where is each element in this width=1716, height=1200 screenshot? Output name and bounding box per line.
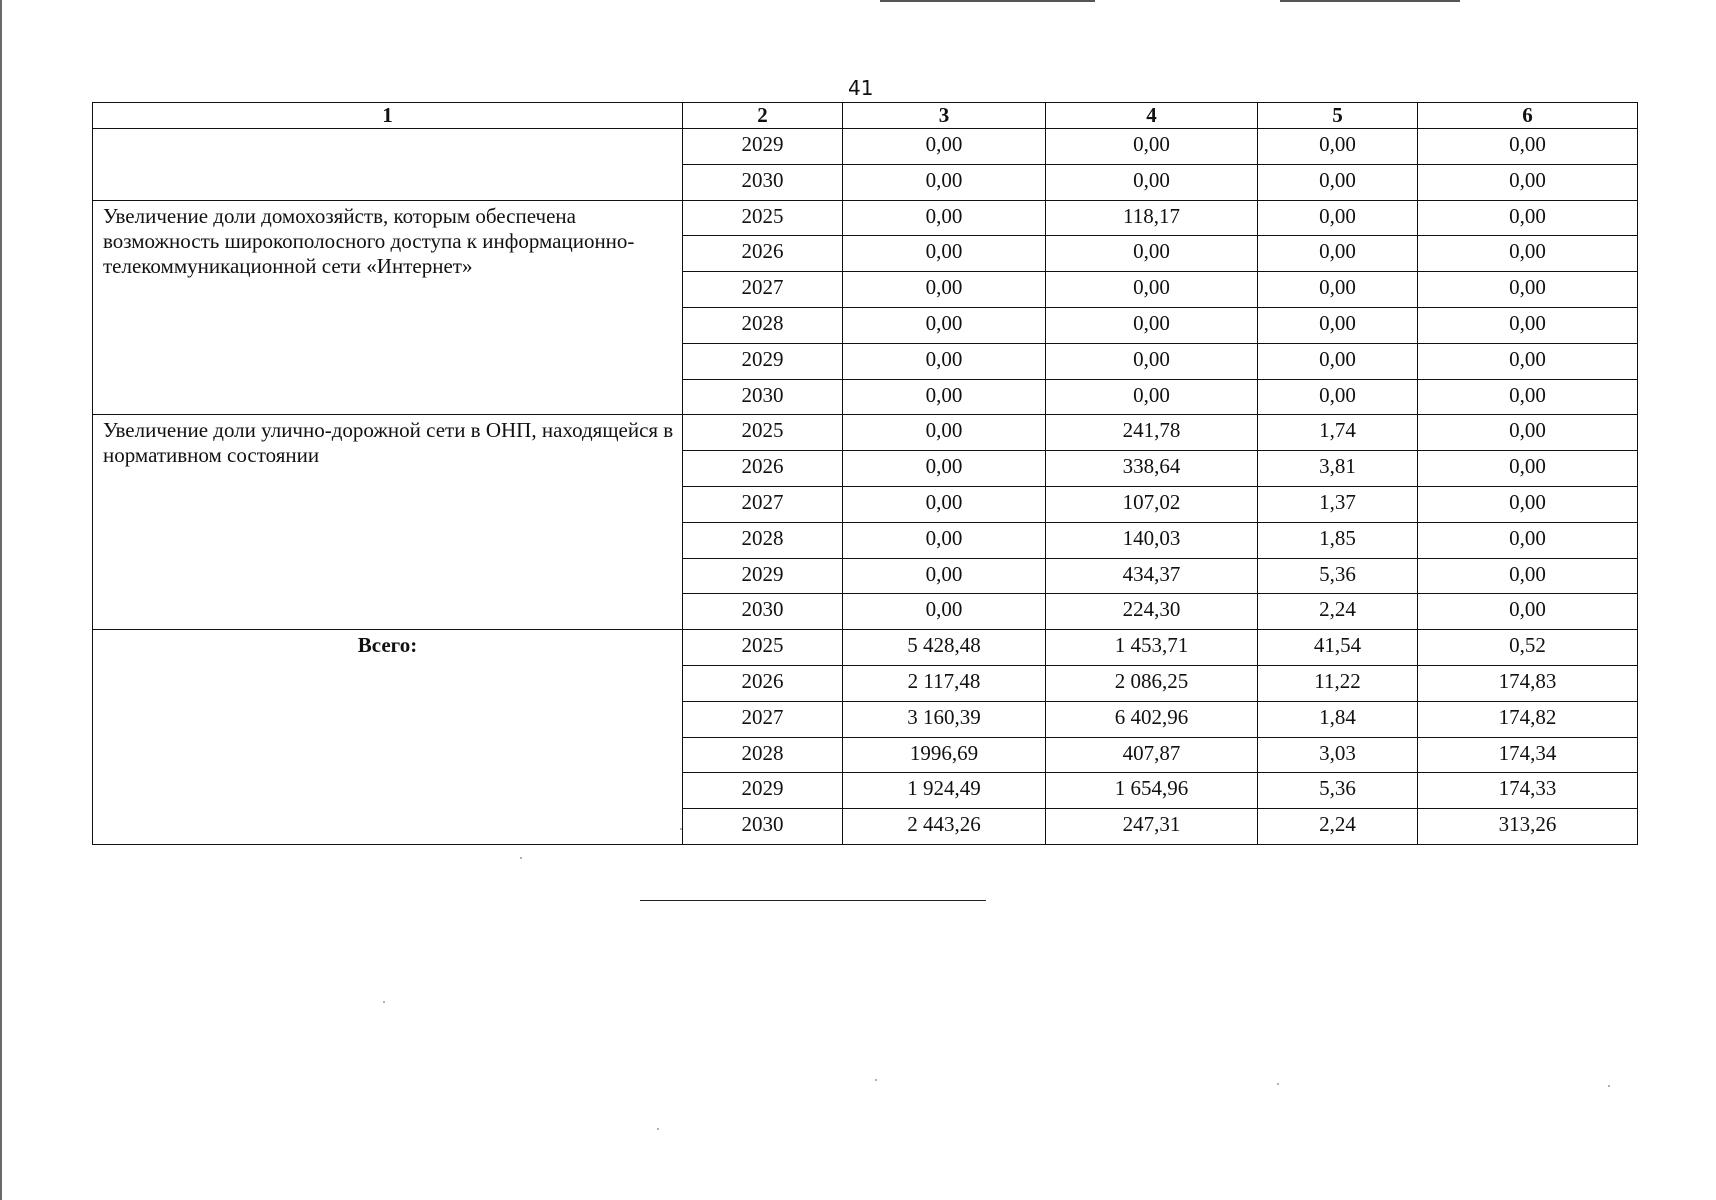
value-cell: 0,00 [1418,451,1638,487]
value-cell: 1,74 [1258,415,1418,451]
value-cell: 0,00 [1418,272,1638,308]
value-cell: 0,00 [1418,129,1638,165]
value-cell: 3,81 [1258,451,1418,487]
value-cell: 0,00 [1418,307,1638,343]
year-cell: 2029 [683,129,843,165]
column-header-2: 2 [683,103,843,129]
table-row [93,415,1638,451]
value-cell: 2,24 [1258,809,1418,845]
value-cell: 0,00 [1418,164,1638,200]
value-cell: 0,00 [1046,236,1258,272]
value-cell: 0,00 [1258,307,1418,343]
value-cell: 0,00 [1258,343,1418,379]
value-cell: 0,00 [1258,164,1418,200]
year-cell: 2026 [683,451,843,487]
scan-speck [1608,1085,1610,1087]
value-cell: 0,00 [1258,200,1418,236]
year-cell: 2029 [683,343,843,379]
header-row [93,103,1638,129]
value-cell: 313,26 [1418,809,1638,845]
scan-edge-left [0,0,2,1200]
scan-speck [1277,1083,1279,1085]
year-cell: 2026 [683,236,843,272]
year-cell: 2028 [683,522,843,558]
value-cell: 1 654,96 [1046,773,1258,809]
indicator-name: Увеличение доли улично-дорожной сети в ОНП, находящейся в нормативном состоянии [93,415,683,630]
value-cell: 2 117,48 [843,665,1046,701]
value-cell: 0,00 [843,307,1046,343]
value-cell: 0,00 [843,415,1046,451]
value-cell: 0,00 [843,594,1046,630]
year-cell: 2029 [683,558,843,594]
page-number: 41 [848,76,874,100]
value-cell: 5 428,48 [843,630,1046,666]
value-cell: 0,00 [843,200,1046,236]
value-cell: 0,00 [1418,486,1638,522]
year-cell: 2025 [683,630,843,666]
column-header-1: 1 [93,103,683,129]
value-cell: 0,00 [1418,558,1638,594]
value-cell: 0,00 [843,129,1046,165]
value-cell: 0,00 [843,343,1046,379]
value-cell: 2,24 [1258,594,1418,630]
year-cell: 2030 [683,164,843,200]
year-cell: 2030 [683,379,843,415]
value-cell: 0,00 [1046,379,1258,415]
value-cell: 0,00 [1418,594,1638,630]
scan-speck [657,1128,659,1130]
value-cell: 0,00 [1258,129,1418,165]
value-cell: 1996,69 [843,737,1046,773]
year-cell: 2028 [683,307,843,343]
value-cell: 118,17 [1046,200,1258,236]
table-row [93,129,1638,165]
value-cell: 174,33 [1418,773,1638,809]
scan-edge-top [880,0,1095,2]
value-cell: 1,37 [1258,486,1418,522]
value-cell: 1,84 [1258,701,1418,737]
value-cell: 5,36 [1258,558,1418,594]
year-cell: 2027 [683,486,843,522]
value-cell: 174,82 [1418,701,1638,737]
value-cell: 1,85 [1258,522,1418,558]
value-cell: 0,00 [1418,343,1638,379]
year-cell: 2030 [683,594,843,630]
year-cell: 2029 [683,773,843,809]
value-cell: 140,03 [1046,522,1258,558]
value-cell: 0,00 [1258,236,1418,272]
column-header-5: 5 [1258,103,1418,129]
scan-speck [520,857,522,859]
value-cell: 5,36 [1258,773,1418,809]
value-cell: 434,37 [1046,558,1258,594]
value-cell: 174,83 [1418,665,1638,701]
value-cell: 241,78 [1046,415,1258,451]
value-cell: 0,00 [843,558,1046,594]
value-cell: 0,00 [1046,164,1258,200]
scan-speck [680,828,682,830]
column-header-3: 3 [843,103,1046,129]
year-cell: 2026 [683,665,843,701]
value-cell: 224,30 [1046,594,1258,630]
end-of-document-rule [640,900,986,901]
table-row [93,630,1638,666]
value-cell: 0,00 [1046,307,1258,343]
value-cell: 0,00 [1418,522,1638,558]
value-cell: 0,00 [1418,415,1638,451]
indicator-name [93,129,683,201]
value-cell: 1 453,71 [1046,630,1258,666]
value-cell: 0,00 [1418,200,1638,236]
value-cell: 407,87 [1046,737,1258,773]
year-cell: 2025 [683,200,843,236]
value-cell: 0,00 [1258,272,1418,308]
value-cell: 2 086,25 [1046,665,1258,701]
value-cell: 107,02 [1046,486,1258,522]
value-cell: 0,00 [843,272,1046,308]
scan-speck [383,1001,385,1003]
value-cell: 0,00 [843,451,1046,487]
column-header-4: 4 [1046,103,1258,129]
value-cell: 3,03 [1258,737,1418,773]
value-cell: 41,54 [1258,630,1418,666]
value-cell: 0,00 [1046,343,1258,379]
value-cell: 174,34 [1418,737,1638,773]
data-table [92,102,1638,845]
year-cell: 2027 [683,701,843,737]
value-cell: 338,64 [1046,451,1258,487]
value-cell: 2 443,26 [843,809,1046,845]
value-cell: 0,00 [843,522,1046,558]
indicator-name: Увеличение доли домохозяйств, которым обеспечена возможность широкополосного доступа к информационно-телекоммуникационной сети «Интернет» [93,200,683,415]
value-cell: 0,00 [1418,379,1638,415]
value-cell: 0,00 [1418,236,1638,272]
value-cell: 1 924,49 [843,773,1046,809]
table-row [93,200,1638,236]
value-cell: 0,00 [1046,129,1258,165]
year-cell: 2027 [683,272,843,308]
scan-speck [875,1079,877,1081]
value-cell: 0,00 [843,486,1046,522]
value-cell: 6 402,96 [1046,701,1258,737]
value-cell: 0,00 [1258,379,1418,415]
value-cell: 0,00 [843,379,1046,415]
value-cell: 0,52 [1418,630,1638,666]
value-cell: 0,00 [843,236,1046,272]
total-label: Всего: [93,630,683,845]
value-cell: 3 160,39 [843,701,1046,737]
table-body [93,129,1638,845]
scan-edge-top [1280,0,1460,2]
column-header-6: 6 [1418,103,1638,129]
value-cell: 0,00 [843,164,1046,200]
year-cell: 2025 [683,415,843,451]
value-cell: 11,22 [1258,665,1418,701]
value-cell: 0,00 [1046,272,1258,308]
year-cell: 2030 [683,809,843,845]
year-cell: 2028 [683,737,843,773]
value-cell: 247,31 [1046,809,1258,845]
